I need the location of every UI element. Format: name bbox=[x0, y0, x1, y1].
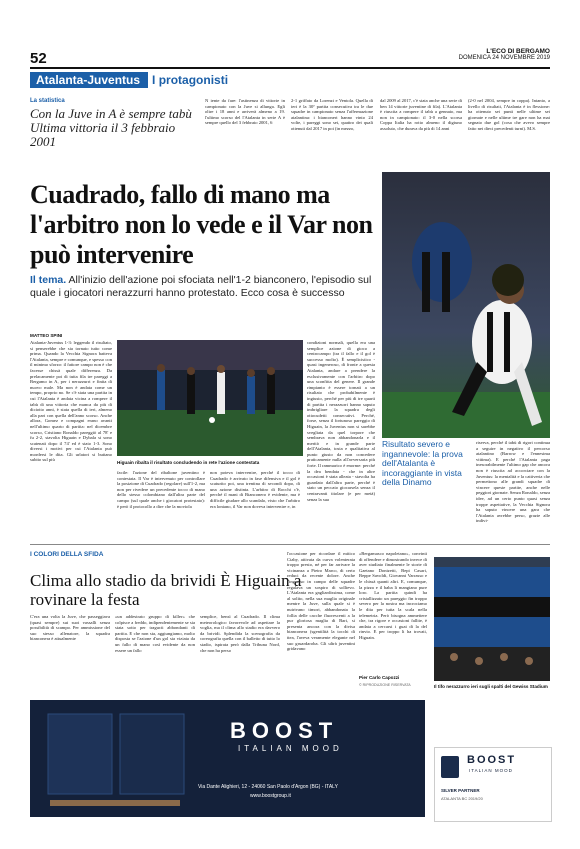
side-byline: Pier Carlo Capozzi bbox=[359, 675, 400, 680]
deck-text: All'inizio dell'azione poi sfociata nell'1-2 bianconero, l'episodio sul quale i giocatori nerazzurri hanno protestato. Ecco cosa è successo bbox=[30, 274, 372, 299]
cuadrado-photo-illustration bbox=[382, 172, 550, 438]
side-headline: Clima allo stadio da brividi È Higuain a rovinare la festa bbox=[30, 571, 302, 609]
stats-column-1: N iente da fare: l'astinenza di vittorie in campionato con la Juve si allunga. Egli oltre i 18 anni e arriverà almeno a 19. l'ultimo scorso del l'Atalanta in serie A è sempre quello del 3 febbraio 2001, 6 bbox=[205, 98, 285, 126]
ad-brand: BOOST bbox=[230, 718, 339, 743]
small-ad-footer: ATALANTA BC 2019/20 bbox=[441, 796, 483, 801]
stats-column-2: 2-1 griffato da Lorenzi e Ventola. Quella di ieri è la 30ª partita consecutiva tra le due squadre in campionato senza l'affermazione atalantina: i bianconeri hanno vinto 24 volte, i pareggi sono sei, quattro dei quali ottenuti dal 2017 in poi (in mezzo, bbox=[291, 98, 373, 131]
fans-photo-caption: Il tifo nerazzurro ieri sugli spalti del Gewiss Stadium bbox=[434, 684, 548, 689]
newspaper-name: L'ECO DI BERGAMO bbox=[486, 48, 550, 55]
ad-tagline: ITALIAN MOOD bbox=[238, 744, 343, 753]
side-column-1: C'era una volta la Juve, che passeggiava (quasi sempre) sui suoi vassalli senza possibilità di scampo. Per ammissione del suo stesso allenatore, la squadra bianconera è attualmente bbox=[30, 614, 110, 642]
higuain-photo-caption: Higuain ribalta il risultato concludendo in rete l'azione contestata bbox=[117, 460, 260, 465]
ad-address: Via Dante Alighieri, 12 - 24060 San Paolo d'Argon (BG) - ITALY bbox=[198, 784, 338, 790]
article-column-2: facile: l'azione del ribaltone juventino è contestata. Il Var è intervenuto per controllare la posizione di Cuadrado (regolare) sull'1-2, ma non per rivedere un precedente tocco di mano dello stesso colombiano dall'altra parte del campo (sul quale anche i giocatori protestato): è però il protocollo a dire che la moviola bbox=[117, 470, 205, 509]
article-byline: MATTEO SPINI bbox=[30, 333, 63, 338]
atalanta-crest-icon bbox=[441, 756, 459, 778]
ad-background bbox=[30, 700, 425, 817]
side-column-2: «un addestrato gruppo di killer» che colpisce a freddo, indipendentemente se sia stata sotto per tragucti abbondanti di partita. E che non sta, aggiungiamo, molto disposta se l'azione d'un gol sia viziata da un fallo di mano così evidente da non essere un fallo bbox=[115, 614, 195, 653]
issue-date: DOMENICA 24 NOVEMBRE 2019 bbox=[458, 55, 550, 61]
section-secondary: I protagonisti bbox=[146, 72, 232, 88]
small-ad-tagline: ITALIAN MOOD bbox=[469, 768, 513, 773]
page-number: 52 bbox=[30, 50, 47, 67]
section-primary: Atalanta-Juventus bbox=[30, 72, 146, 88]
article-deck bbox=[30, 274, 375, 300]
side-column-3: semplice, bensì al Cuadrado. Il clima meteorologico favorevole ad aspettare la voglia, ma il clima allo stadio era davvero da brividi. Splendida la scenografia da coreografia quella con il balletto di tutto lo stadio, ispirata però dalla Tribuna Nord, che non ha perso bbox=[200, 614, 280, 653]
stats-column-4: (2-0 nel 2004, sempre in coppa). Intanto, a livello di risultati, l'Atalanta è in flessione: ha ottenuto sei punti nelle ultime sei giornate e nelle ultime tre gare non ha mai segnato due gol (cosa che avevo sempre fatto nei dieci precedenti turni). M.S. bbox=[468, 98, 550, 131]
side-column-4: l'occasione per ricordare il mitico Ciaby, attivata da curva volenterata troppo presto, né per far arrivare la vicinanza a Pietro Marco, di certo reduci da recente dolore. Anche l'ingresso in campo delle squadre regalava un sospiro di sollievo. L'Atalanta era gagliardissima, come al solito, nella sua maglia originale mentre la Juve, sulla quale si è nutrivano timori, abbandonata la follia delle cacche fluorescenti a la pur gloriosa maglia di Bari, si presenta ancora con la divisa bianconera (sgentilità la tocchi di ttea, l'aveva veramente elegante nel suo gruardaroba. Gli ultrà juventini gridavano bbox=[287, 551, 355, 652]
section-divider bbox=[30, 544, 550, 545]
article-column-5: riserva, perché il tabù di rigori continua a seguire in negativo il percorso atalantino (Barrow e l'ennesima vittima). E perché l'Atalanta paga inesorabilmente l'ultimo gap che ancora non è riuscita ad accorciare con la Juventus: la mentalità e la cattiveria che permettono alle grandi squadre di vincere queste partite, anche nelle peggiori giornate. Senza Ronaldo, senza idee, ad un certo punto quasi senza troppe aspettative, la Vecchia Signora ha saputo vincere una gara che l'Atalanta avrebbe perso, grazie alle indivi- bbox=[476, 440, 550, 524]
small-ad-partner: SILVER PARTNER bbox=[441, 788, 480, 793]
higuain-photo bbox=[117, 340, 303, 456]
article-column-4: condizioni normali, quella era una semplice azione di gioco a centrocampo (tra il fallo e il gol è successo molto). È semplicistico - quasi ingeneroso, di fronte a questa Atalanta, andare a prendere la esclusivamente con l'arbitro dopo una sconfitta del genere. Il grande rimpianto è essere tornati a un risultato che probabilmente è ingiusto, perché per più di tre quarti di partita i nerazzurri hanno saputo imbrigliare la squadra degli ottocudetti consecutivi. Perché, forse, senza il fortunoso pareggio di Higuain, la Juventus non si sarebbe svegliata da quel torpore che sembrava non abbandonarla e il meritò e in grande parte dell'Atalanta, tosta e qualitativa al punto giusto da non concedere praticamente nulla all'avversaria più forte. Il rammarico è enorme: perché la dea bendata - che in altre occasioni è stata alleata - stavolta ha guardato dall'altra parte, perché è stato un peccato giocarsela senza il centravanti titolare (e per metà) senza la sua bbox=[307, 340, 375, 502]
stats-title: Con la Juve in A è sempre tabù Ultima vittoria il 3 febbraio 2001 bbox=[30, 106, 192, 149]
masthead bbox=[459, 48, 550, 62]
article-column-3: non poteva intervenire, perché il tocco di Cuadrado è arrivato in fase difensiva e il gol è scaturito poi, una trentina di secondi dopo, di una azione distinta. L'arbitro di Rocchi c'è, perché il mani di Bianconero è evidente, ma è difficile giudare allo scandalo, visto che l'arbitro era lontano, il Var non doveva intervenire e, in bbox=[210, 470, 300, 509]
article-headline: Cuadrado, fallo di mano ma l'arbitro non lo vede e il Var non può intervenire bbox=[30, 180, 373, 269]
stats-column-3: dal 2009 al 2017, c'è stata anche una serie di ben 14 vittorie juventine di fila). L'Atalanta è riuscita a rompere il tabù a gennaio, ma non in campionato: il 3-0 nella scorsa Coppa Italia ha rotto almeno il digiuno assoluto, che durava da più di 14 anni bbox=[380, 98, 462, 131]
section-header bbox=[30, 71, 550, 86]
boost-small-advertisement[interactable] bbox=[434, 747, 552, 822]
higuain-photo-illustration bbox=[117, 340, 303, 456]
top-rule bbox=[30, 67, 550, 69]
pull-quote: Risultato severo e ingannevole: la prova dell'Atalanta è incoraggiante in vista della Dinamo bbox=[382, 439, 463, 487]
ad-url[interactable]: www.boostgroup.it bbox=[250, 793, 291, 799]
fans-photo-illustration bbox=[434, 557, 550, 681]
deck-lead: Il tema. bbox=[30, 274, 67, 286]
cuadrado-photo bbox=[382, 172, 550, 438]
small-ad-brand: BOOST bbox=[467, 754, 517, 766]
fans-photo bbox=[434, 557, 550, 681]
stats-kicker: La statistica bbox=[30, 98, 65, 104]
side-column-5: «Bergamasco napoletano», convinti di offendere e dimostrando invece di aver studiato finalmente le storie di Gaetano Donizetti, Bepi Casari, Beppe Savoldi, Giovanni Varrasso e le chissà quanti altri. E, comunque, la pizza e il baba li mangiano pure loro. La partita quindi ha cristallizzato un pareggio fin troppo severo per la nostra ma incrociamo le dita per tutta la scala nella telemetria. Però bisogna ammettere che, tra rigore e occasioni fallite, è andata a cercarsi i guai di la del rinvio. E per troppo li ha trovati, Higuain. bbox=[359, 551, 427, 640]
article-column-1: Atalanta-Juventus 1-3: leggendo il risultato, si penserebbe che sia tornato tutto come prima. Quando la Vecchia Signora batteva l'Atalanta, sempre e comunque, e spesso con il minimo sforzo: il fattore campo non è che facesse chissà quale differenza. Da prelacamente poi di tutta fila tre pareggi a Bergamo in A, per i nerazzurri e finita di nuovo male. Ma non è andata come un tempo, proprio no. Se c'è stata una partita in cui l'Atalanta è andata vicina a rompere il tabù di una vittoria che manca da più di diciotto anni, è stata quella di ieri, almeno alla pari con quella dell'anno scorso. Anche allora, Gomez e compagni erano avanti nell'ultimo quarto di partita: nel dicembre scorso, Cristiano Ronaldo pareggiò al 78' e fu 2-2, stavolta Higuain e Dybala si sono scatenati dopo il 74' ed è stato 1-3. Sono diversi i motivi per cui l'Atalanta può mordersi le dita. Gli urlatori si buttano subito sul più bbox=[30, 340, 112, 463]
side-kicker: I COLORI DELLA SFIDA bbox=[30, 551, 104, 558]
reproduction-notice: © RIPRODUZIONE RISERVATA bbox=[359, 683, 411, 687]
boost-advertisement[interactable] bbox=[30, 700, 425, 817]
